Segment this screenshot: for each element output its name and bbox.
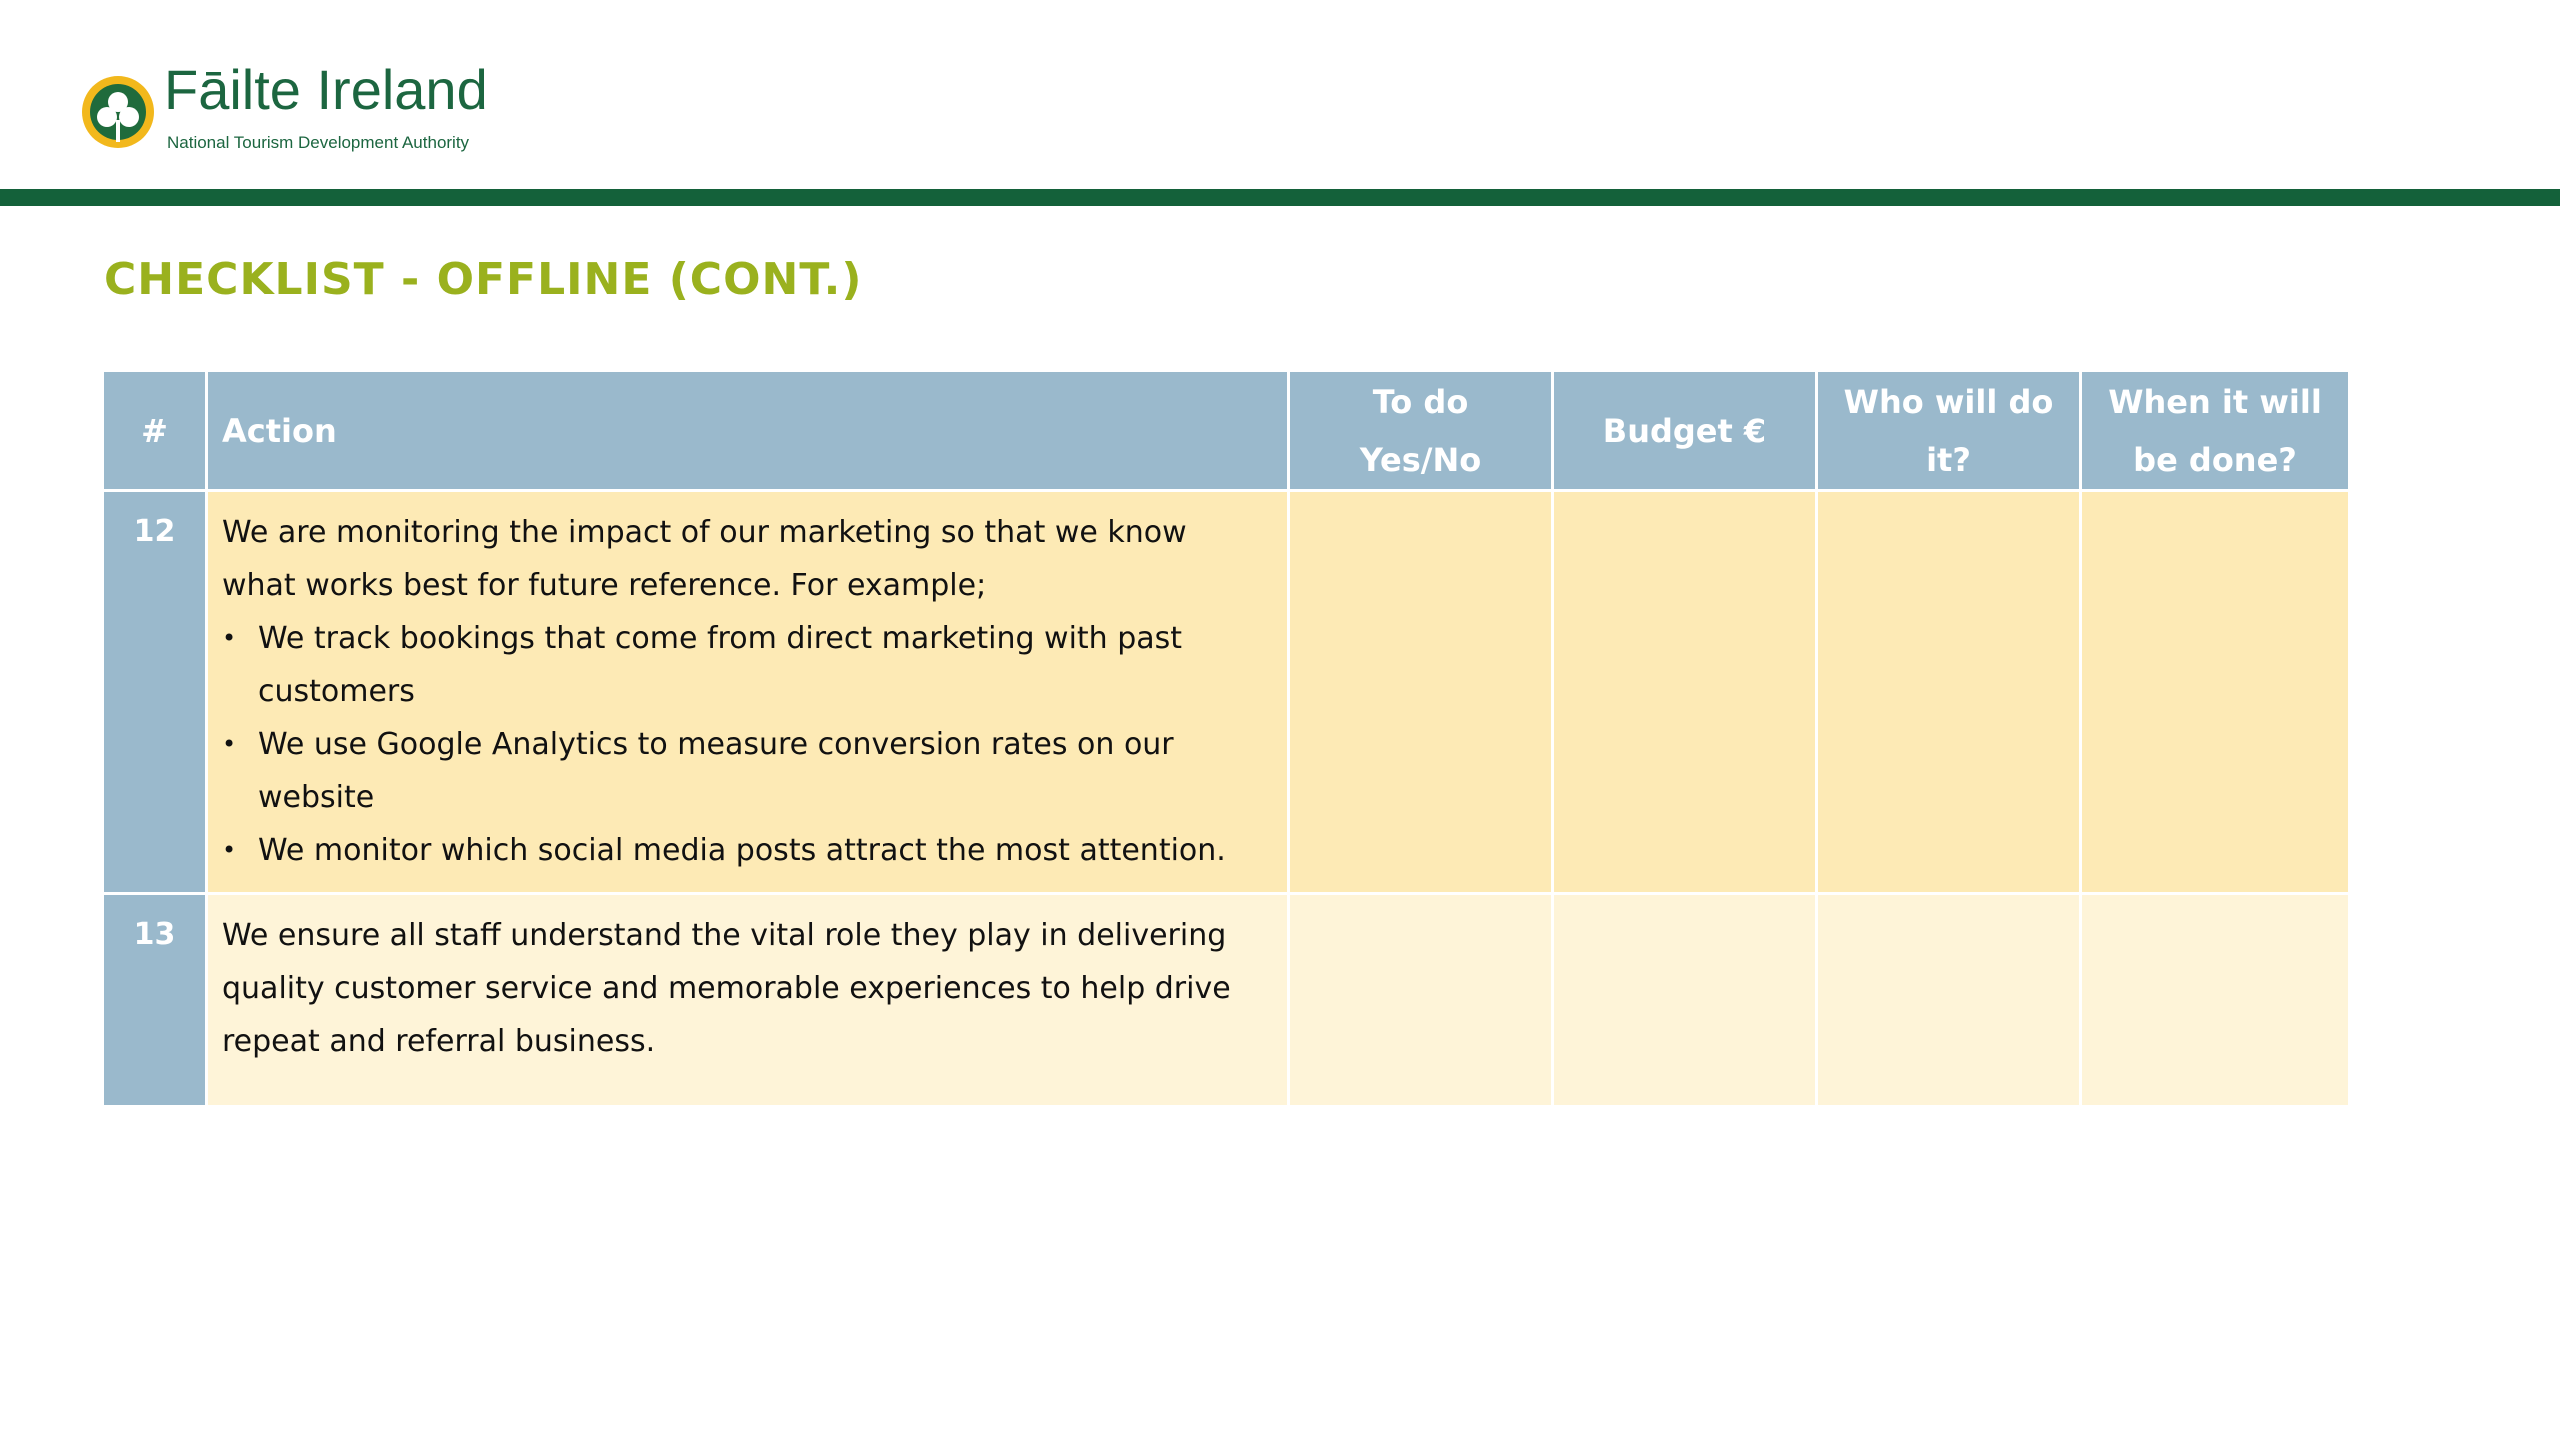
column-header-when xyxy=(2082,372,2348,492)
action-cell xyxy=(208,895,1290,1108)
column-header-when-line2: be done? xyxy=(2133,440,2297,479)
bullet-icon: • xyxy=(222,836,237,864)
column-header-action: Action xyxy=(208,372,1290,492)
row-number: 12 xyxy=(104,492,208,895)
column-header-todo-line1: To do xyxy=(1372,382,1469,421)
action-cell xyxy=(208,492,1290,895)
column-header-who-line2: it? xyxy=(1926,440,1971,479)
column-header-number: # xyxy=(104,372,208,492)
budget-cell[interactable] xyxy=(1554,492,1818,895)
when-cell[interactable] xyxy=(2082,492,2348,895)
checklist-table xyxy=(104,372,2348,1108)
who-cell[interactable] xyxy=(1818,895,2082,1108)
row-number: 13 xyxy=(104,895,208,1108)
action-intro: We are monitoring the impact of our marketing so that we know what works best for future reference. For example; xyxy=(222,515,1187,603)
bullet-icon: • xyxy=(222,624,237,652)
todo-cell[interactable] xyxy=(1290,492,1554,895)
column-header-budget: Budget € xyxy=(1554,372,1818,492)
table-header-row xyxy=(104,372,2348,492)
column-header-when-line1: When it will xyxy=(2108,382,2322,421)
action-bullet-text: We use Google Analytics to measure conversion rates on our website xyxy=(258,727,1174,815)
column-header-who xyxy=(1818,372,2082,492)
action-intro: We ensure all staff understand the vital role they play in delivering quality customer service and memorable experiences to help drive repeat and referral business. xyxy=(222,918,1231,1059)
table-row xyxy=(104,895,2348,1108)
column-header-who-line1: Who will do xyxy=(1843,382,2054,421)
bullet-icon: • xyxy=(222,730,237,758)
table-row xyxy=(104,492,2348,895)
action-bullet-text: We track bookings that come from direct marketing with past customers xyxy=(258,621,1183,709)
action-bullet-item xyxy=(222,612,1267,718)
todo-cell[interactable] xyxy=(1290,895,1554,1108)
failte-ireland-logo xyxy=(76,72,160,152)
action-bullet-text: We monitor which social media posts attract the most attention. xyxy=(258,833,1226,868)
action-bullet-list xyxy=(222,612,1267,877)
column-header-todo-line2: Yes/No xyxy=(1359,440,1482,479)
action-bullet-item xyxy=(222,718,1267,824)
page-title: CHECKLIST - OFFLINE (CONT.) xyxy=(104,254,863,305)
budget-cell[interactable] xyxy=(1554,895,1818,1108)
column-header-todo xyxy=(1290,372,1554,492)
action-bullet-item xyxy=(222,824,1267,877)
header-divider xyxy=(0,189,2560,206)
who-cell[interactable] xyxy=(1818,492,2082,895)
brand-tagline: National Tourism Development Authority xyxy=(167,133,470,152)
brand-name: Fāilte Ireland xyxy=(164,58,488,121)
page-header xyxy=(0,0,2560,190)
when-cell[interactable] xyxy=(2082,895,2348,1108)
